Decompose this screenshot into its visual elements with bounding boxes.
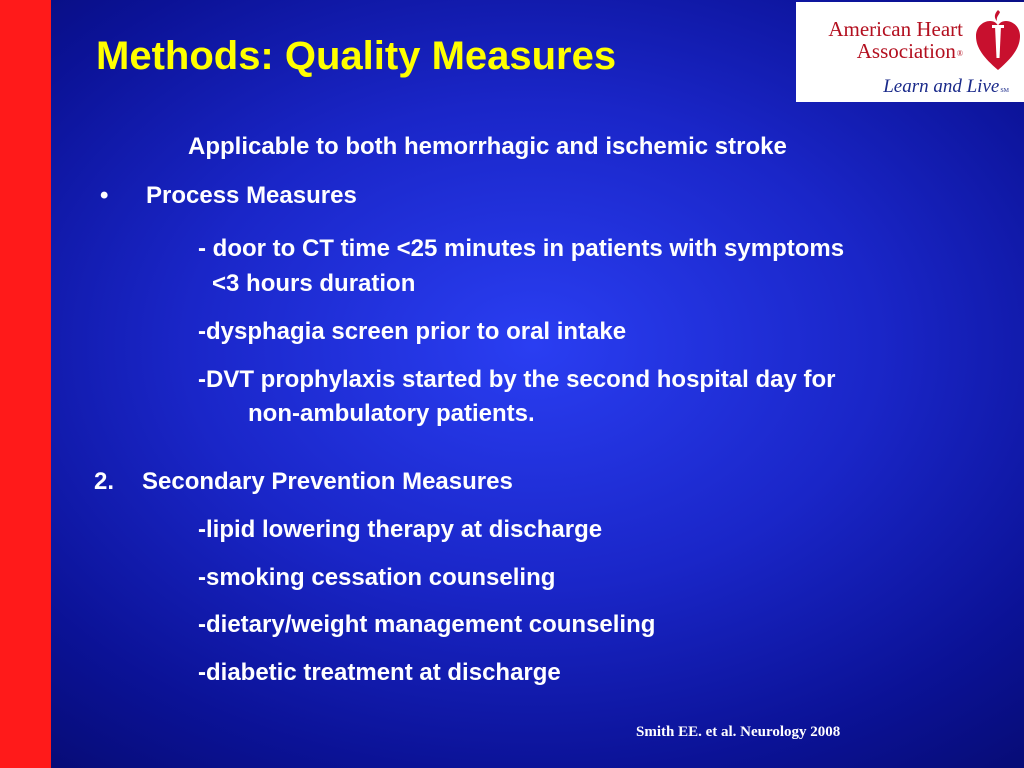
process-item-2: -dysphagia screen prior to oral intake	[198, 318, 627, 345]
aha-logo	[796, 2, 1024, 102]
bullet-marker: •	[100, 182, 109, 209]
accent-bar	[0, 0, 51, 768]
section-heading-process: Process Measures	[146, 182, 357, 209]
heart-torch-icon	[974, 8, 1022, 72]
logo-tagline-text: Learn and Live	[883, 76, 1000, 97]
secondary-item: -smoking cessation counseling	[198, 564, 556, 591]
logo-tagline	[883, 76, 1009, 98]
slide-title: Methods: Quality Measures	[96, 34, 617, 78]
secondary-item: -diabetic treatment at discharge	[198, 659, 561, 686]
logo-line-1: American Heart	[828, 17, 963, 41]
logo-registered-mark: ®	[956, 48, 963, 58]
logo-service-mark: SM	[1000, 88, 1009, 94]
process-item-3-line-1: -DVT prophylaxis started by the second hospital day for	[198, 366, 836, 393]
logo-line-2-text: Association	[856, 39, 956, 63]
secondary-item: -dietary/weight management counseling	[198, 611, 656, 638]
process-item-1-line-2: <3 hours duration	[212, 270, 416, 297]
citation: Smith EE. et al. Neurology 2008	[636, 724, 841, 740]
section-heading-secondary: Secondary Prevention Measures	[142, 468, 513, 495]
logo-line-2	[857, 39, 963, 64]
subtitle: Applicable to both hemorrhagic and ischemic stroke	[188, 133, 787, 160]
secondary-item: -lipid lowering therapy at discharge	[198, 516, 603, 543]
section-number: 2.	[94, 468, 115, 495]
process-item-1-line-1: - door to CT time <25 minutes in patients with symptoms	[198, 235, 845, 262]
process-item-3-line-2: non-ambulatory patients.	[248, 400, 535, 427]
